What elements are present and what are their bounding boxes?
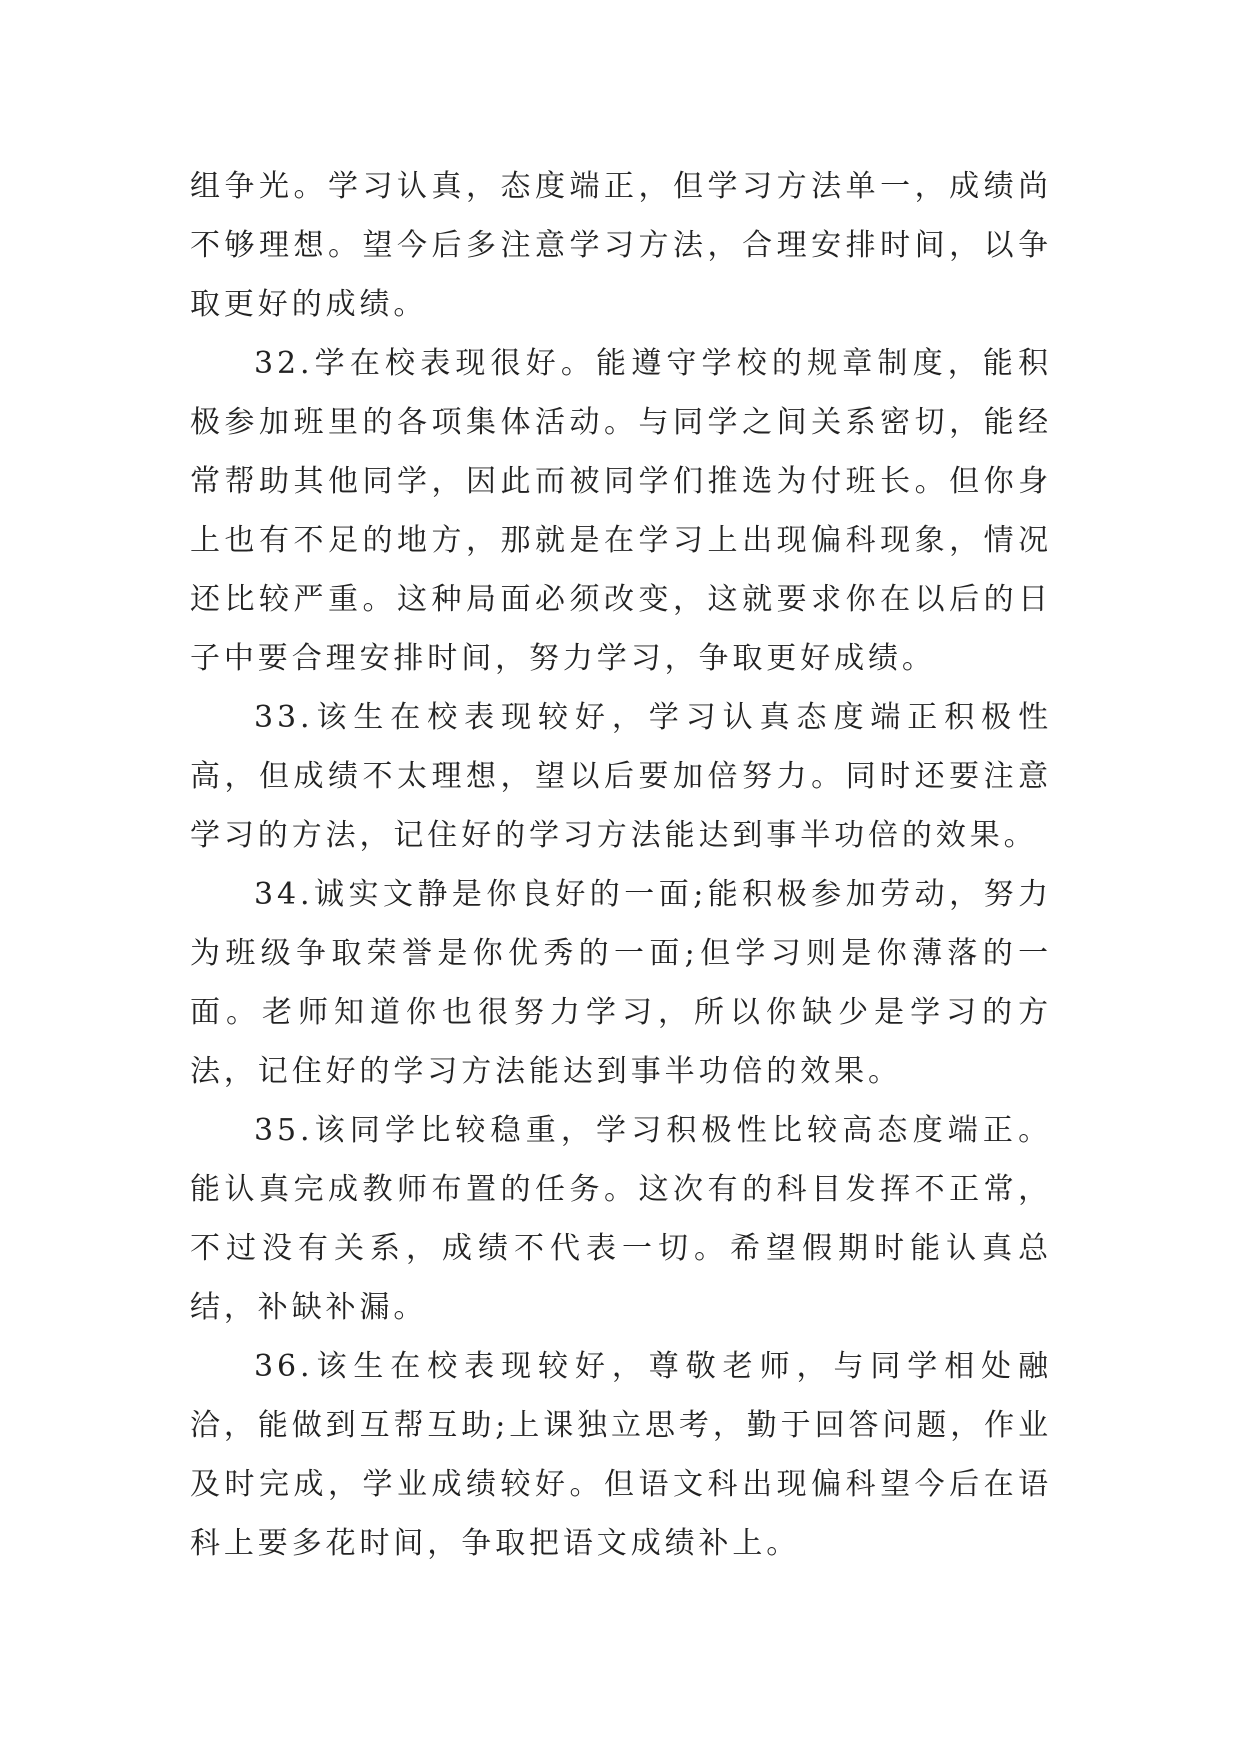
paragraph-comment-36: 36.该生在校表现较好，尊敬老师，与同学相处融洽，能做到互帮互助;上课独立思考，勤于回答问题，作业及时完成，学业成绩较好。但语文科出现偏科望今后在语科上要多花时间，争取把语文成绩补上。 — [190, 1349, 1052, 1561]
paragraph-continued: 组争光。学习认真，态度端正，但学习方法单一，成绩尚不够理想。望今后多注意学习方法，合理安排时间，以争取更好的成绩。 — [190, 169, 1052, 322]
document-body — [190, 157, 1052, 1573]
paragraph-comment-32: 32.学在校表现很好。能遵守学校的规章制度，能积极参加班里的各项集体活动。与同学之间关系密切，能经常帮助其他同学，因此而被同学们推选为付班长。但你身上也有不足的地方，那就是在学习上出现偏科现象，情况还比较严重。这种局面必须改变，这就要求你在以后的日子中要合理安排时间，努力学习，争取更好成绩。 — [190, 346, 1052, 676]
paragraph-comment-34: 34.诚实文静是你良好的一面;能积极参加劳动，努力为班级争取荣誉是你优秀的一面;但学习则是你薄落的一面。老师知道你也很努力学习，所以你缺少是学习的方法，记住好的学习方法能达到事半功倍的效果。 — [190, 877, 1052, 1089]
paragraph-comment-35: 35.该同学比较稳重，学习积极性比较高态度端正。能认真完成教师布置的任务。这次有的科目发挥不正常，不过没有关系，成绩不代表一切。希望假期时能认真总结，补缺补漏。 — [190, 1113, 1052, 1325]
paragraph-comment-33: 33.该生在校表现较好，学习认真态度端正积极性高，但成绩不太理想，望以后要加倍努力。同时还要注意学习的方法，记住好的学习方法能达到事半功倍的效果。 — [190, 700, 1052, 853]
